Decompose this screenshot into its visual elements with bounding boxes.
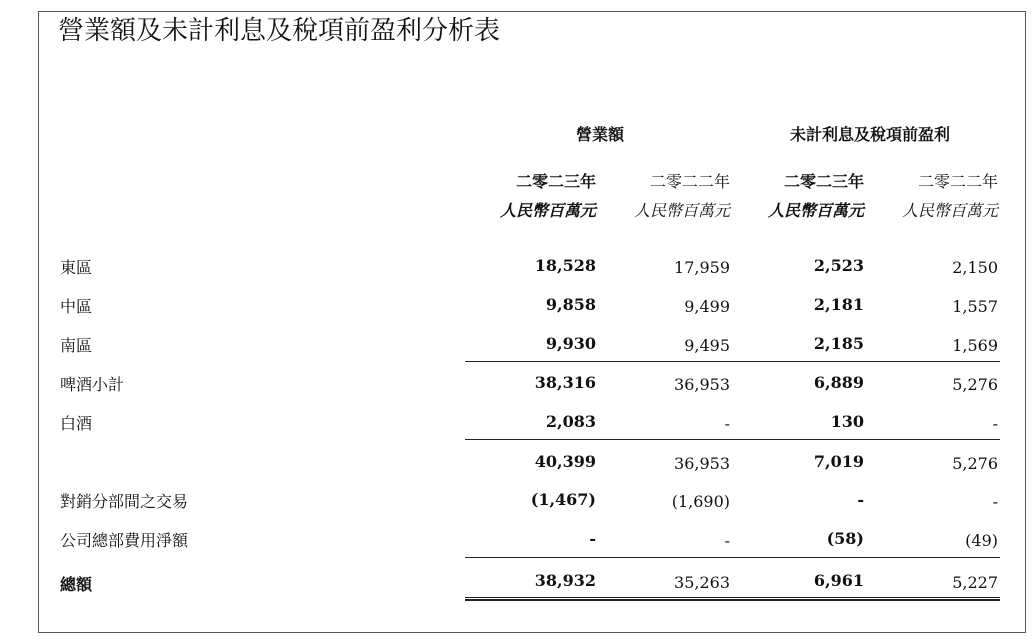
col1-year: 二零二三年 <box>515 172 596 191</box>
cell-value: - <box>724 531 730 550</box>
col3-unit: 人民幣百萬元 <box>767 201 864 220</box>
cell-value: 9,858 <box>545 295 596 314</box>
col2-unit: 人民幣百萬元 <box>633 201 730 220</box>
cell-value: (49) <box>965 531 998 550</box>
cell-value: 2,181 <box>813 295 864 314</box>
cell-value: - <box>992 414 998 433</box>
cell-value: 9,495 <box>684 336 730 355</box>
cell-value: - <box>992 492 998 511</box>
cell-value: 130 <box>830 412 864 431</box>
cell-value: 38,316 <box>534 373 596 392</box>
col1-unit: 人民幣百萬元 <box>499 201 596 220</box>
col4-year: 二零二二年 <box>917 172 998 191</box>
cell-value: 17,959 <box>674 258 730 277</box>
cell-value: 7,019 <box>813 452 864 471</box>
cell-value: - <box>857 490 864 509</box>
cell-value: 1,569 <box>952 336 998 355</box>
cell-value: 18,528 <box>534 256 596 275</box>
row-label: 南區 <box>60 336 93 355</box>
col2-year: 二零二二年 <box>649 172 730 191</box>
cell-value: (58) <box>826 529 864 548</box>
subtotal-rule <box>465 557 1000 558</box>
cell-value: 2,083 <box>545 412 596 431</box>
row-label: 公司總部費用淨額 <box>60 531 189 550</box>
col3-year: 二零二三年 <box>783 172 864 191</box>
cell-value: 5,276 <box>952 375 998 394</box>
cell-value: 40,399 <box>534 452 596 471</box>
total-value: 38,932 <box>534 571 596 590</box>
row-label: 啤酒小計 <box>60 375 125 394</box>
col4-unit: 人民幣百萬元 <box>901 201 998 220</box>
cell-value: 5,276 <box>952 454 998 473</box>
total-double-rule <box>465 597 1000 601</box>
cell-value: 6,889 <box>813 373 864 392</box>
total-value: 6,961 <box>813 571 864 590</box>
total-label: 總額 <box>60 575 93 594</box>
cell-value: 9,499 <box>684 297 730 316</box>
page-title: 營業額及未計利息及稅項前盈利分析表 <box>58 16 501 46</box>
row-label: 東區 <box>60 258 93 277</box>
row-label: 白酒 <box>60 414 93 433</box>
subtotal-rule <box>465 439 1000 440</box>
cell-value: (1,467) <box>530 490 596 509</box>
cell-value: 2,150 <box>952 258 998 277</box>
cell-value: 36,953 <box>674 375 730 394</box>
cell-value: 36,953 <box>674 454 730 473</box>
total-value: 5,227 <box>952 573 998 592</box>
total-value: 35,263 <box>674 573 730 592</box>
cell-value: - <box>724 414 730 433</box>
revenue-group-header: 營業額 <box>575 125 624 144</box>
cell-value: 9,930 <box>545 334 596 353</box>
cell-value: (1,690) <box>671 492 730 511</box>
row-label: 對銷分部間之交易 <box>60 492 189 511</box>
cell-value: 2,523 <box>813 256 864 275</box>
cell-value: - <box>589 529 596 548</box>
row-label: 中區 <box>60 297 93 316</box>
ebit-group-header: 未計利息及稅項前盈利 <box>789 125 950 144</box>
subtotal-rule <box>465 361 1000 362</box>
cell-value: 1,557 <box>952 297 998 316</box>
cell-value: 2,185 <box>813 334 864 353</box>
